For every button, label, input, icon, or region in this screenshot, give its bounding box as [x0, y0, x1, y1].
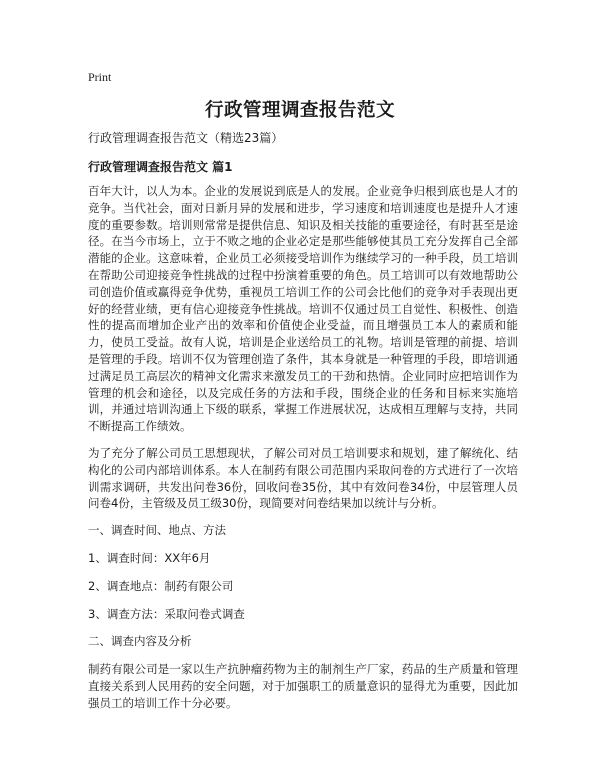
article-subtitle: 行政管理调查报告范文（精选23篇） — [88, 131, 284, 145]
paragraph-company-intro: 制药有限公司是一家以生产抗肿瘤药物为主的制剂生产厂家，药品的生产质量和管理直接关系到人民用药的安全问题，对于加强职工的质量意识的显得尤为重要，因此加强员工的培训工作十分必要。 — [88, 662, 518, 710]
paragraph-intro: 百年大计，以人为本。企业的发展说到底是人的发展。企业竞争归根到底也是人才的竞争。当代社会，面对日新月异的发展和进步，学习速度和培训速度也是提升人才速度的重要参数。培训则常常是提供信息、知识及相关技能的重要途径，有时甚至是途径。在当今市场上，立于不败之地的企业必定是那些能够使其员工充分发挥自己全部潜能的企业。这意味着，企业员工必须接受培训作为继续学习的一种手段，员工培训在帮助公司迎接竞争性挑战的过程中扮演着重要的角色。员工培训可以有效地帮助公司创造价值或赢得竞争优势，重视员工培训工作的公司会比他们的竞争对手表现出更好的经营业绩，更有信心迎接竞争性挑战。培训不仅通过员工自觉性、积极性、创造性的提高而增加企业产出的效率和价值使企业受益，而且增强员工本人的素质和能力，使员工受益。故有人说，培训是企业送给员工的礼物。培训是管理的前提、培训是管理的手段。培训不仅为管理创造了条件，其本身就是一种管理的手段，即培训通过满足员工高层次的精神文化需求来激发员工的干劲和热情。企业同时应把培训作为管理的机会和途径，以及完成任务的方法和手段，围绕企业的任务和目标来实施培训，并通过培训沟通上下级的联系，掌握工作进展状况，达成相互理解与支持，共同不断提高工作绩效。 — [88, 184, 518, 434]
list-item-survey-place: 2、调查地点：制药有限公司 — [88, 578, 234, 593]
list-item-survey-time: 1、调查时间：XX年6月 — [88, 550, 211, 565]
article-body — [88, 129, 518, 722]
print-link[interactable]: Print — [88, 70, 112, 84]
section-heading: 行政管理调查报告范文 篇1 — [88, 160, 233, 174]
heading-survey-content: 二、调查内容及分析 — [88, 634, 192, 649]
paragraph-survey-purpose: 为了充分了解公司员工思想现状，了解公司对员工培训要求和规划，建了解统化、结构化的公司内部培训体系。本人在制药有限公司范围内采取问卷的方式进行了一次培训需求调研，共发出问卷36份，回收问卷35份，其中有效问卷34份，中层管理人员问卷4份，主管级及员工级30份，现简要对问卷结果加以统计与分析。 — [88, 445, 518, 511]
list-item-survey-method: 3、调查方法：采取问卷式调查 — [88, 606, 245, 621]
heading-survey-time-place-method: 一、调查时间、地点、方法 — [88, 523, 226, 538]
document-title: 行政管理调查报告范文 — [204, 100, 395, 121]
